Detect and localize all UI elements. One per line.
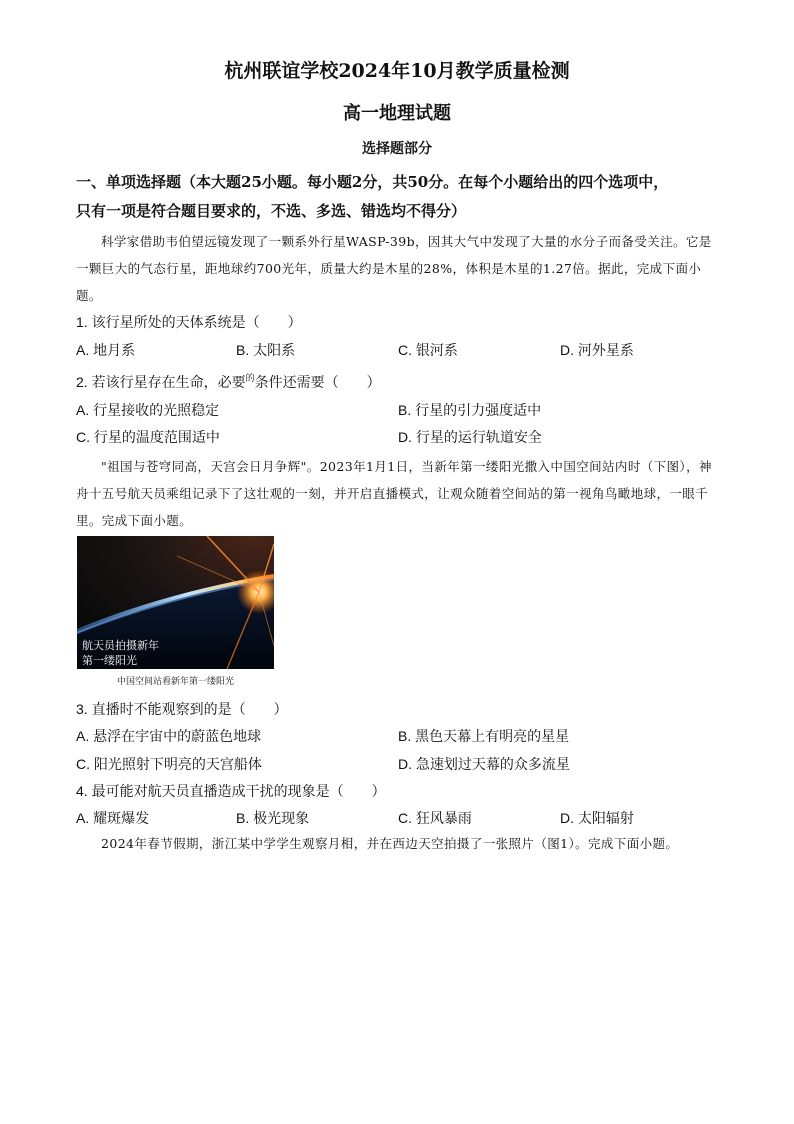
passage-1: 科学家借助韦伯望远镜发现了一颗系外行星WASP-39b，因其大气中发现了大量的水分子而备受关注。它是一颗巨大的气态行星，距地球约700光年，质量大约是木星的28%，体积是木星的1.27倍。据此，完成下面小题。: [76, 234, 712, 303]
part-heading: 选择题部分: [362, 141, 432, 157]
section-heading-line1: 一、单项选择题（本大题25小题。每小题2分，共50分。在每个小题给出的四个选项中，: [76, 173, 669, 191]
q2-stem-superscript: 的: [245, 373, 255, 383]
question-3-stem: 3. 直播时不能观察到的是（ ）: [76, 701, 288, 717]
q2-stem-part-a: 2. 若该行星存在生命，必要: [76, 374, 246, 390]
question-4-stem: 4. 最可能对航天员直播造成干扰的现象是（ ）: [76, 783, 386, 799]
passage-3: 2024年春节假期，浙江某中学学生观察月相，并在西边天空拍摄了一张照片（图1）。完成下面小题。: [101, 836, 679, 851]
q1-option-b[interactable]: B. 太阳系: [236, 342, 296, 358]
photo-overlay-line1: 航天员拍摄新年: [82, 639, 159, 652]
q1-option-d[interactable]: D. 河外星系: [560, 342, 634, 358]
space-station-photo: [77, 536, 274, 669]
q3-option-a[interactable]: A. 悬浮在宇宙中的蔚蓝色地球: [76, 728, 262, 744]
question-2-stem: [76, 372, 381, 392]
q2-option-d[interactable]: D. 行星的运行轨道安全: [398, 429, 542, 445]
q3-option-d[interactable]: D. 急速划过天幕的众多流星: [398, 756, 570, 772]
q2-stem-part-b: 条件还需要（ ）: [254, 374, 381, 390]
q2-option-c[interactable]: C. 行星的温度范围适中: [76, 429, 220, 445]
section-heading-line2: 只有一项是符合题目要求的，不选、多选、错选均不得分）: [76, 202, 467, 220]
q3-option-c[interactable]: C. 阳光照射下明亮的天宫船体: [76, 756, 262, 772]
question-1-stem: 1. 该行星所处的天体系统是（ ）: [76, 314, 302, 330]
q4-option-b[interactable]: B. 极光现象: [236, 810, 310, 826]
exam-subject: 高一地理试题: [343, 103, 451, 124]
q4-option-d[interactable]: D. 太阳辐射: [560, 810, 634, 826]
photo-caption: 中国空间站看新年第一缕阳光: [116, 677, 234, 687]
q4-option-c[interactable]: C. 狂风暴雨: [398, 810, 472, 826]
q2-option-a[interactable]: A. 行星接收的光照稳定: [76, 402, 220, 418]
q2-option-b[interactable]: B. 行星的引力强度适中: [398, 402, 542, 418]
exam-title: 杭州联谊学校2024年10月教学质量检测: [224, 60, 570, 82]
passage-2: "祖国与苍穹同高，天宫会日月争辉"。2023年1月1日，当新年第一缕阳光撒入中国空间站内时（下图），神舟十五号航天员乘组记录下了这壮观的一刻，并开启直播模式，让观众随着空间站的第一视角鸟瞰地球，一眼千里。完成下面小题。: [76, 459, 712, 528]
q4-option-a[interactable]: A. 耀斑爆发: [76, 810, 150, 826]
q1-option-a[interactable]: A. 地月系: [76, 342, 136, 358]
q1-option-c[interactable]: C. 银河系: [398, 342, 458, 358]
photo-overlay-line2: 第一缕阳光: [82, 654, 137, 667]
q3-option-b[interactable]: B. 黑色天幕上有明亮的星星: [398, 728, 570, 744]
